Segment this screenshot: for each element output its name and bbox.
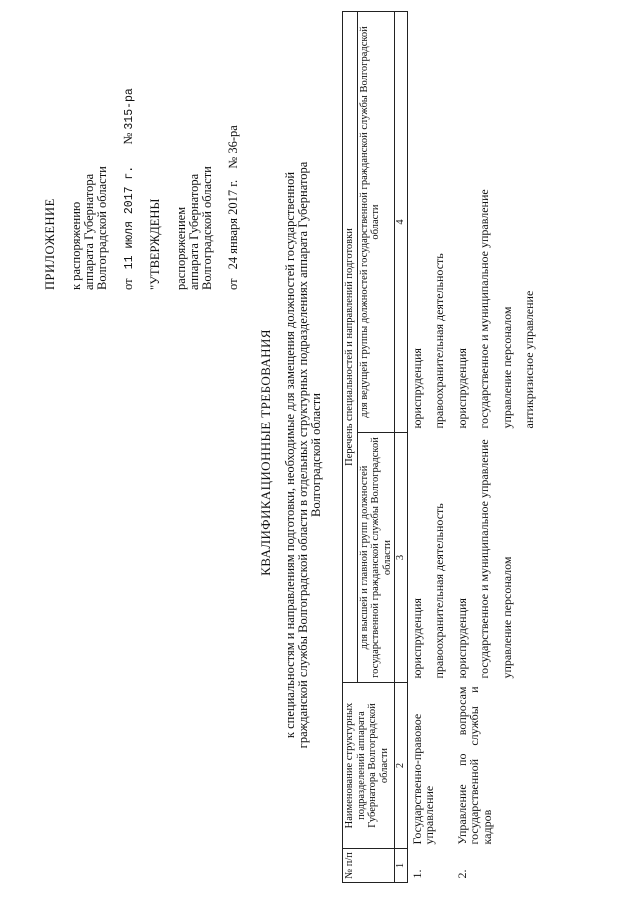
order-number: 315-ра (123, 88, 136, 130)
order-line: к распоряжению (69, 201, 83, 290)
order-line: аппарата Губернатора (82, 173, 96, 290)
approved-line: Волгоградской области (200, 166, 214, 290)
appendix-title: ПРИЛОЖЕНИЕ (43, 198, 57, 290)
lead-specialties (453, 12, 543, 433)
document-title: КВАЛИФИКАЦИОННЫЕ ТРЕБОВАНИЯ (258, 329, 273, 576)
row-number: 2. (454, 869, 469, 879)
order-no-prefix: № (121, 132, 135, 145)
approved-title: "УТВЕРЖДЕНЫ (148, 198, 162, 290)
approved-line: распоряжением (174, 206, 188, 290)
specialty: юриспруденция (454, 348, 469, 429)
order-line: Волгоградской области (95, 166, 109, 290)
order-date-line (122, 10, 136, 290)
higher-specialties (407, 433, 453, 683)
approved-date-line (227, 10, 240, 290)
header-lead-group: для ведущей группы должностей государственной гражданской службы Волгоградской области (357, 12, 395, 433)
approved-line: аппарата Губернатора (187, 173, 201, 290)
department-name: Государственно-правовое управление (409, 713, 436, 845)
order-date: 11 июля 2017 г. (123, 165, 136, 270)
specialty: юриспруденция (454, 598, 469, 679)
higher-specialties (453, 433, 543, 683)
column-number: 2 (395, 683, 408, 849)
specialty: юриспруденция (409, 598, 424, 679)
specialty: управление персоналом (499, 306, 514, 429)
document-subtitle: к специальностям и направлениям подготовки, необходимые для замещения должностей государственной гражданской службы Волгоградской области в отдельных структурных подразделениях аппарата Губернатора Волгоградской области (283, 161, 323, 749)
lead-specialties (407, 12, 453, 433)
specialty: антикризисное управление (522, 290, 536, 429)
specialty: юриспруденция (409, 348, 424, 429)
order-date-prefix: от (121, 278, 135, 290)
header-higher-group: для высшей и главной групп должностей государственной гражданской службы Волгоградской области (357, 433, 395, 683)
department-name: Управление по вопросам государственной службы и кадров (454, 686, 494, 845)
specialty: управление персоналом (499, 556, 514, 679)
specialty: государственное и муниципальное управление (477, 189, 491, 429)
specialty: государственное и муниципальное управление (477, 439, 491, 679)
approved-date: 24 января 2017 г. (226, 179, 240, 270)
requirements-table (342, 11, 543, 883)
specialty: правоохранительная деятельность (432, 503, 446, 679)
approved-date-prefix: от (226, 278, 240, 290)
column-number: 3 (395, 433, 408, 683)
appendix-block (44, 10, 240, 290)
specialty: правоохранительная деятельность (432, 253, 446, 429)
approved-number: 36-ра (226, 125, 240, 154)
header-number: № п/п (343, 849, 395, 883)
table-row (453, 12, 543, 883)
header-department: Наименование структурных подразделений аппарата Губернатора Волгоградской области (343, 683, 395, 849)
approved-no-prefix: № (226, 156, 240, 169)
row-number: 1. (409, 869, 424, 879)
column-number: 4 (395, 12, 408, 433)
table-row (407, 12, 453, 883)
column-number: 1 (395, 849, 408, 883)
header-specialties: Перечень специальностей и направлений подготовки (343, 12, 358, 683)
